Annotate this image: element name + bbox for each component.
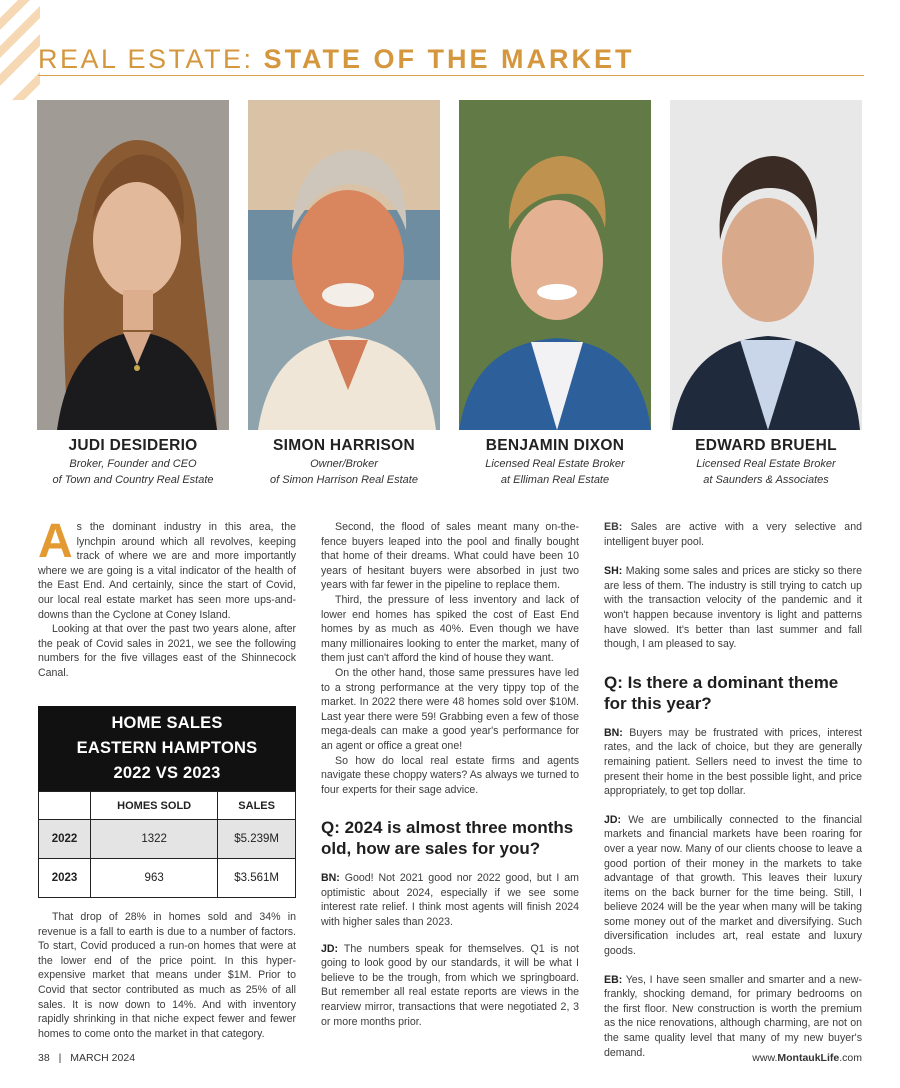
intro-text: s the dominant industry in this area, the lynchpin around which all revolves, keeping track of where we are and more importantly where we are going is a vital indicator of the health of the East End. And certainly, since the start of Covid, our local real estate market has seen more ups-and-downs than the Cyclone at Coney Island. <box>38 521 296 621</box>
caption-benjamin-dixon <box>445 436 665 488</box>
expert-role: Owner/Broker <box>310 458 378 470</box>
caption-simon-harrison <box>234 436 454 488</box>
answer-text: Buyers may be frustrated with prices, interest rates, and the lack of choice, but they are generally remaining patient. Sellers need to invest the time to present their home in the best possible light, and price appropriately, to get top dollar. <box>604 726 862 798</box>
portrait-edward-bruehl <box>670 100 862 430</box>
section-header <box>38 44 864 76</box>
answer-initials: EB: <box>604 521 623 533</box>
issue-date: MARCH 2024 <box>70 1052 136 1064</box>
table-header-row <box>39 792 296 820</box>
answer-text: The numbers speak for themselves. Q1 is not going to look good by our standards, it will be what I believe to be the trough, from which we springboard. But remember all real estate reports are views in the rearview mirror, transactions that were negotiated 2, 3 or more months prior. <box>321 942 579 1028</box>
answer-initials: SH: <box>604 565 623 578</box>
expert-name: BENJAMIN DIXON <box>485 437 625 454</box>
answer-initials: JD: <box>604 813 622 826</box>
answer-text: Yes, I have seen smaller and smarter and a new- frankly, shocking demand, for primary bedrooms on the first floor. New construction is worth the premium as the nice renovations, although charming, are not on the same quality level that many of my new buyer's demand. <box>604 973 862 1059</box>
home-sales-table <box>38 706 296 898</box>
expert-name: JUDI DESIDERIO <box>68 437 198 454</box>
answer-paragraph <box>604 973 862 1061</box>
table-cell-sales: $3.561M <box>218 859 296 898</box>
article-column-3 <box>604 520 862 1060</box>
caption-edward-bruehl <box>656 436 876 488</box>
table-title-line: EASTERN HAMPTONS <box>76 739 258 757</box>
expert-name: EDWARD BRUEHL <box>695 437 837 454</box>
question-heading: Q: 2024 is almost three months old, how are sales for you? <box>321 818 574 859</box>
answer-text: Good! Not 2021 good nor 2022 good, but I am optimistic about 2024, especially if we see some interest rate relief. I think most agents will finish 2024 with higher sales than 2023. <box>321 872 579 929</box>
table-title <box>38 706 296 791</box>
answer-paragraph <box>604 813 862 959</box>
website-prefix: www. <box>752 1052 778 1064</box>
article-paragraph: So how do local real estate firms and agents navigate these choppy waters? As always we turned to four experts for their sage advice. <box>321 754 579 796</box>
table-title-line: HOME SALES <box>111 714 223 732</box>
footer-page-info <box>38 1052 135 1064</box>
table-row <box>39 820 296 859</box>
page-title-bold: STATE OF THE MARKET <box>263 44 635 74</box>
website-name: MontaukLife <box>777 1052 840 1064</box>
table-cell-sales: $5.239M <box>218 820 296 859</box>
page-title-light: REAL ESTATE: <box>38 44 264 74</box>
table-row <box>39 859 296 898</box>
table-header-homes: HOMES SOLD <box>91 792 218 820</box>
table-grid <box>38 791 296 898</box>
answer-paragraph <box>321 871 579 929</box>
expert-role: Broker, Founder and CEO <box>69 458 197 470</box>
website-suffix: .com <box>839 1052 862 1064</box>
footer-separator: | <box>58 1052 62 1064</box>
corner-stripes-decoration <box>0 0 40 100</box>
expert-company: of Simon Harrison Real Estate <box>270 474 418 486</box>
expert-company: at Saunders & Associates <box>703 474 829 486</box>
answer-initials: BN: <box>321 872 340 885</box>
answer-paragraph <box>604 520 862 549</box>
answer-initials: JD: <box>321 942 339 955</box>
table-cell-homes: 963 <box>91 859 218 898</box>
answer-paragraph <box>604 564 862 652</box>
intro-paragraph <box>38 515 296 622</box>
footer-website[interactable] <box>752 1052 862 1064</box>
page-number: 38 <box>38 1052 50 1064</box>
answer-text: We are umbilically connected to the financial markets and financial markets have been roaring for over a year now. Many of our clients choose to leave a good portion of their money in the markets to take advantage of that growth. This leaves their luxury items on the back burner for the time being. Still, I believe 2024 will be the year when many will be taking some money out of the market and diversifying. Such diversification includes art, real estate and luxury goods. <box>604 813 862 958</box>
article-paragraph: Looking at that over the past two years alone, after the peak of Covid sales in 2021, we see the following numbers for the five villages east of the Shinnecock Canal. <box>38 623 296 679</box>
portrait-judi-desiderio <box>37 100 229 430</box>
table-cell-year: 2023 <box>39 859 91 898</box>
table-cell-homes: 1322 <box>91 820 218 859</box>
article-column-1 <box>38 515 296 681</box>
article-paragraph: Third, the pressure of less inventory and lack of lower end homes has spiked the cost of East End homes by as much as 40%. Even though we have many millionaires looking to enter the market, many of them just can't afford the kind of house they want. <box>321 593 579 665</box>
expert-company: of Town and Country Real Estate <box>52 474 214 486</box>
expert-role: Licensed Real Estate Broker <box>696 458 836 470</box>
expert-name: SIMON HARRISON <box>273 437 415 454</box>
answer-text: Sales are active with a very selective and intelligent buyer pool. <box>604 521 862 548</box>
table-cell-year: 2022 <box>39 820 91 859</box>
article-column-2 <box>321 520 579 1029</box>
answer-paragraph <box>321 942 579 1030</box>
table-title-line: 2022 VS 2023 <box>113 764 221 782</box>
expert-role: Licensed Real Estate Broker <box>485 458 625 470</box>
drop-cap: A <box>38 515 73 568</box>
answer-paragraph <box>604 726 862 799</box>
article-paragraph: On the other hand, those same pressures have led to a strong performance at the very tippy top of the market. In 2022 there were 48 homes sold over $10M. Last year there were 59! Grabbing even a few of those mega-deals can make a good year's performance for an agent or office a great one! <box>321 666 579 752</box>
table-header-empty <box>39 792 91 820</box>
answer-text: Making some sales and prices are sticky so there are less of them. The industry is still trying to catch up with the transaction velocity of the pandemic and it won't happen because inventory is light and patterns have slowed. It's better than last summer and fall though, I am pleased to say. <box>604 565 862 651</box>
expert-company: at Elliman Real Estate <box>500 474 610 486</box>
article-paragraph: That drop of 28% in homes sold and 34% in revenue is a fall to earth is due to a number of factors. To start, Covid produced a run-on homes that were at the lower end of the price point. In this hyper-expensive market that means under $1M. Prior to Covid that sector contributed as much as 25% of all sales. It is now down to 14%. And with inventory rapidly shrinking in that niche expect fewer and fewer homes to come onto the market in that category. <box>38 911 296 1040</box>
answer-initials: EB: <box>604 973 623 986</box>
question-heading: Q: Is there a dominant theme for this year? <box>604 672 839 713</box>
article-paragraph: Second, the flood of sales meant many on-the-fence buyers leaped into the pool and finally bought that home of their dreams. What could have been 10 years of hesitant buyers were absorbed in just two years with far fewer in the pipeline to replace them. <box>321 521 579 592</box>
portrait-benjamin-dixon <box>459 100 651 430</box>
answer-initials: BN: <box>604 726 623 739</box>
table-header-sales: SALES <box>218 792 296 820</box>
caption-judi-desiderio <box>23 436 243 488</box>
page-title <box>38 44 864 74</box>
portrait-simon-harrison <box>248 100 440 430</box>
article-column-1-continued <box>38 910 296 1041</box>
